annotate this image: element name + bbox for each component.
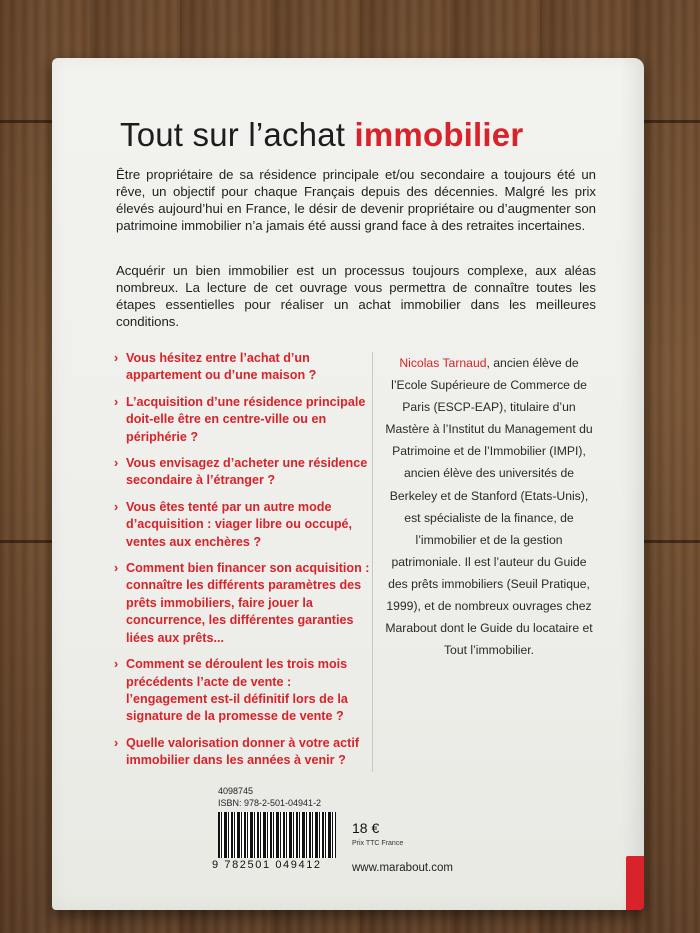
price: 18 € bbox=[352, 820, 380, 836]
product-code: 4098745 bbox=[218, 786, 254, 796]
author-bio bbox=[384, 352, 594, 661]
intro-paragraph-2: Acquérir un bien immobilier est un processus toujours complexe, aux aléas nombreux. La lecture de cet ouvrage vous permettra de connaître toutes les étapes essentielles pour réaliser un achat immobilier dans les meilleures conditions. bbox=[116, 263, 596, 329]
price-note: Prix TTC France bbox=[352, 840, 404, 847]
publisher-website: www.marabout.com bbox=[352, 862, 453, 874]
book-title bbox=[120, 116, 600, 154]
question-text: Vous hésitez entre l’achat d’un appartement ou d’une maison ? bbox=[126, 351, 317, 383]
question-item bbox=[114, 350, 370, 385]
question-item bbox=[114, 735, 370, 770]
barcode-digits: 9 782501 049412 bbox=[212, 859, 322, 871]
title-accent: immobilier bbox=[354, 116, 524, 153]
bullet-arrow-icon: › bbox=[114, 499, 119, 514]
question-text: Vous êtes tenté par un autre mode d’acquisition : viager libre ou occupé, ventes aux enchères ? bbox=[126, 499, 353, 549]
bullet-arrow-icon: › bbox=[114, 394, 119, 409]
red-edge-tab bbox=[626, 856, 644, 910]
question-text: L’acquisition d’une résidence principale doit-elle être en centre-ville ou en périphérie ? bbox=[126, 394, 366, 444]
author-bio-text: , ancien élève de l’Ecole Supérieure de Commerce de Paris (ESCP-EAP), titulaire d’un Mastère à l’Institut du Management du Patrimoine et de l’Immobilier (IMPI), ancien élève des universités de Berkeley et de Stanford (Etats-Unis), est spécialiste de la finance, de l’immobilier et de la gestion patrimoniale. Il est l’auteur du Guide des prêts immobiliers (Seuil Pratique, 1999), et de nombreux ouvrages chez Marabout dont le Guide du locataire et Tout l’immobilier. bbox=[385, 356, 593, 658]
question-text: Vous envisagez d’acheter une résidence secondaire à l’étranger ? bbox=[126, 456, 368, 488]
question-text: Comment bien financer son acquisition : connaître les différents paramètres des prêts immobiliers, faire jouer la concurrence, les différentes garanties liées aux prêts... bbox=[126, 561, 370, 645]
intro-paragraph-1: Être propriétaire de sa résidence principale et/ou secondaire a toujours été un rêve, un objectif pour chaque Français depuis des décennies. Malgré les prix élevés aujourd’hui en France, le désir de devenir propriétaire ou d’augmenter son patrimoine immobilier n’a jamais été aussi grand face à des retraites incertaines. bbox=[116, 167, 596, 233]
question-item bbox=[114, 394, 370, 446]
question-text: Comment se déroulent les trois mois précédents l’acte de vente : l’engagement est-il définitif lors de la signature de la promesse de vente ? bbox=[126, 657, 348, 724]
cover-edge-shade bbox=[620, 58, 644, 910]
bullet-arrow-icon: › bbox=[114, 456, 119, 471]
isbn-label: ISBN: 978-2-501-04941-2 bbox=[218, 798, 322, 808]
column-divider bbox=[372, 352, 373, 772]
question-item bbox=[114, 499, 370, 551]
question-item bbox=[114, 455, 370, 490]
bullet-arrow-icon: › bbox=[114, 561, 119, 576]
bullet-arrow-icon: › bbox=[114, 657, 119, 672]
barcode-icon bbox=[218, 812, 336, 858]
question-text: Quelle valorisation donner à votre actif immobilier dans les années à venir ? bbox=[126, 735, 360, 768]
bullet-arrow-icon: › bbox=[114, 351, 119, 365]
author-name: Nicolas Tarnaud bbox=[399, 356, 487, 370]
question-item bbox=[114, 656, 370, 726]
question-item bbox=[114, 560, 370, 647]
bullet-arrow-icon: › bbox=[114, 735, 119, 750]
title-prefix: Tout sur l’achat bbox=[120, 116, 355, 153]
question-list bbox=[114, 350, 370, 779]
